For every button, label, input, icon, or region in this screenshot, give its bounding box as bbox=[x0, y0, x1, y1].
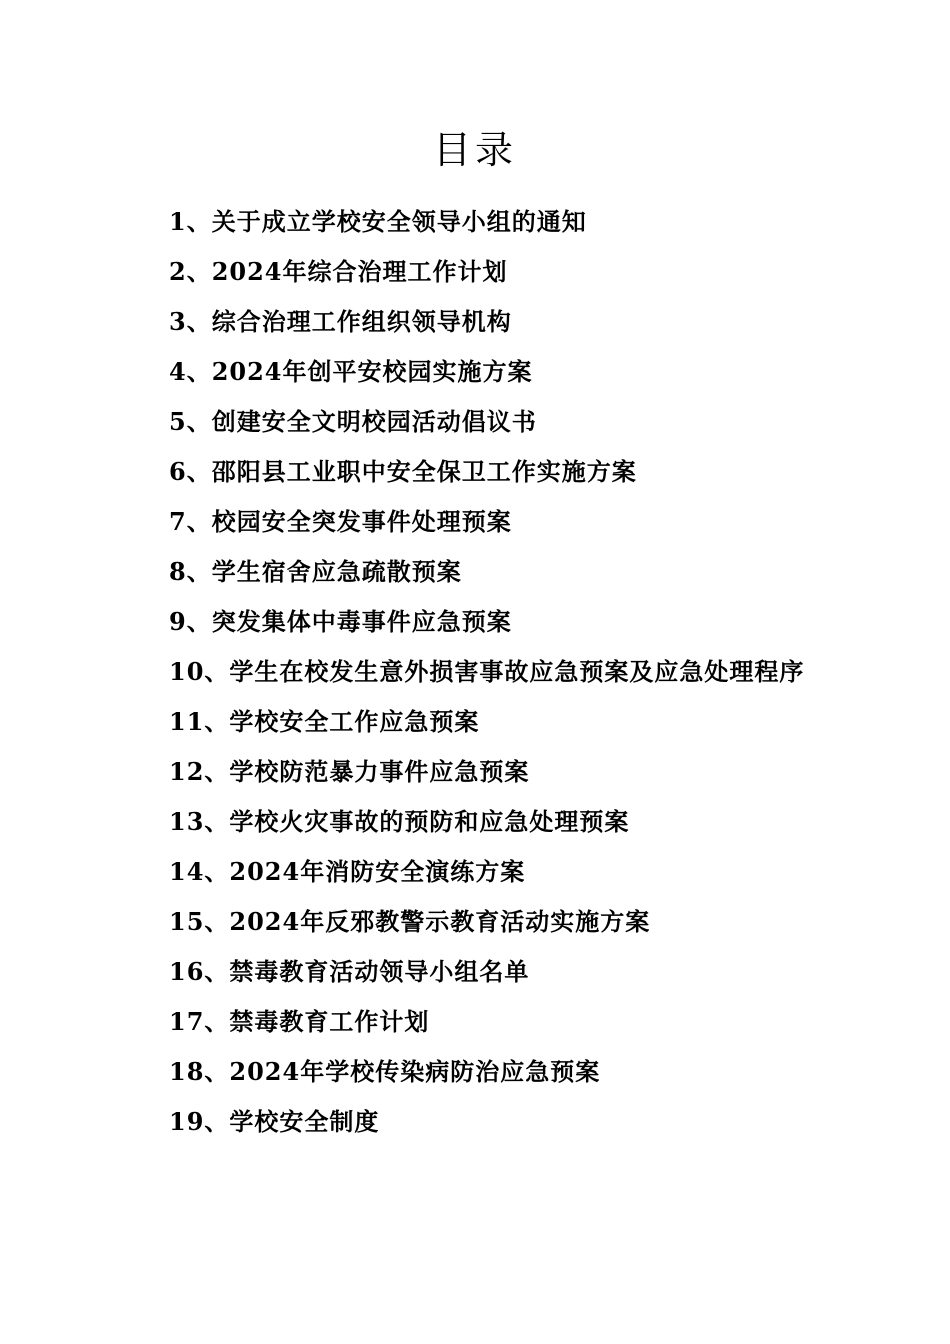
toc-item: 16、禁毒教育活动领导小组名单 bbox=[169, 957, 530, 986]
toc-item: 6、邵阳县工业职中安全保卫工作实施方案 bbox=[169, 457, 637, 486]
toc-item: 9、突发集体中毒事件应急预案 bbox=[169, 607, 512, 636]
toc-item: 19、学校安全制度 bbox=[169, 1107, 380, 1136]
toc-item: 5、创建安全文明校园活动倡议书 bbox=[169, 407, 537, 436]
toc-item: 4、2024年创平安校园实施方案 bbox=[169, 357, 533, 386]
toc-item: 11、学校安全工作应急预案 bbox=[169, 707, 480, 736]
toc-item: 1、关于成立学校安全领导小组的通知 bbox=[169, 207, 587, 236]
toc-item: 7、校园安全突发事件处理预案 bbox=[169, 507, 512, 536]
page-title: 目录 bbox=[432, 128, 517, 172]
toc-item: 2、2024年综合治理工作计划 bbox=[169, 257, 508, 286]
toc-item: 14、2024年消防安全演练方案 bbox=[169, 857, 526, 886]
toc-item: 10、学生在校发生意外损害事故应急预案及应急处理程序 bbox=[169, 657, 805, 686]
table-of-contents bbox=[145, 197, 825, 1147]
toc-item: 12、学校防范暴力事件应急预案 bbox=[169, 757, 530, 786]
toc-item: 13、学校火灾事故的预防和应急处理预案 bbox=[169, 807, 630, 836]
toc-item: 8、学生宿舍应急疏散预案 bbox=[169, 557, 462, 586]
toc-item: 3、综合治理工作组织领导机构 bbox=[169, 307, 512, 336]
toc-item: 15、2024年反邪教警示教育活动实施方案 bbox=[169, 907, 651, 936]
toc-item: 17、禁毒教育工作计划 bbox=[169, 1007, 430, 1036]
toc-item: 18、2024年学校传染病防治应急预案 bbox=[169, 1057, 601, 1086]
